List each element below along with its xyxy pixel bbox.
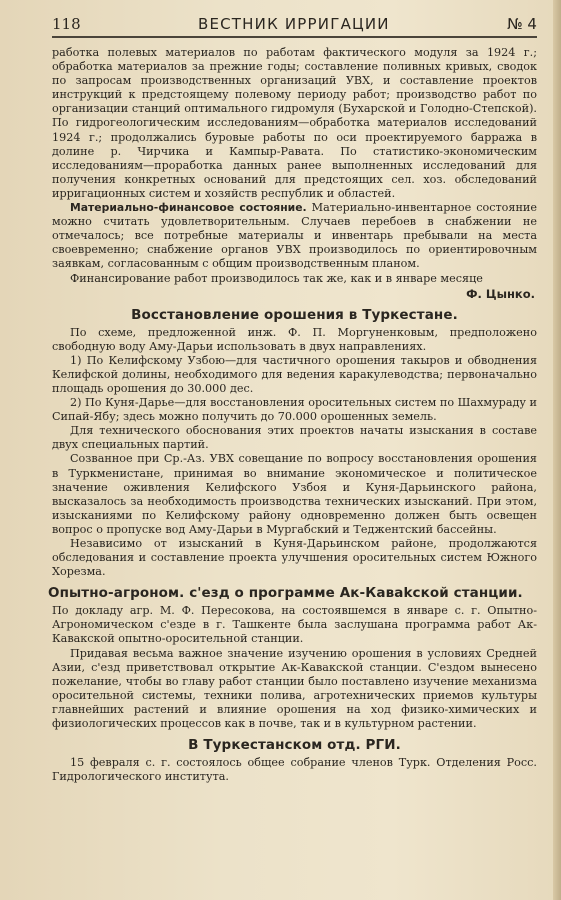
author-signature: Ф. Цынко. (466, 286, 535, 301)
congress-p1: По докладу агр. М. Ф. Пересокова, на состоявшемся в январе с. г. Опытно-Агрономическом с'езде в г. Ташкенте была заслушана программа работ Ак-Кавакской опытно-оросительной станции. (52, 604, 537, 646)
article-body (48, 38, 537, 784)
material-lead: Материально-финансовое состояние. (70, 201, 307, 215)
journal-title: ВЕСТНИК ИРРИГАЦИИ (197, 15, 390, 33)
page-header (52, 0, 537, 38)
section-heading-congress: Опытно-агроном. с'езд о программе Ак-Каваkской станции. (48, 585, 523, 602)
page-edge (553, 0, 561, 900)
restoration-p6: Независимо от изысканий в Куня-Дарьинском районе, продолжаются обследования и составление проекта улучшения оросительных систем Южного Хорезма. (52, 537, 537, 579)
continued-paragraph: работка полевых материалов по работам фактического модуля за 1924 г.; обработка материалов за прежние годы; составление поливных кривых, сводок по запросам производственных организаций УВХ, и составление проектов инструкций к предстоящему полевому периоду работ; производство работ по организации станций оптимального гидромуля (Бухарской и Голодно-Степской). По гидрогеологическим исследованиям—обработка материалов исследований 1924 г.; продолжались буровые работы по оси проектируемого барража в долине р. Чирчика и Кампыр-Равата. По статистико-экономическим исследованиям—проработка данных ранее выполненных исследований для получения конкретных оснований для предстоящих сел. хоз. обследований ирригационных систем и хозяйств республик и областей. (52, 46, 537, 200)
material-text: Материально-инвентарное состояние можно считать удовлетворительным. Случаев перебоев в снабжении не отмечалось; все потребные материалы и инвентарь пребывали на места своевременно; снабжение органов УВХ производилось по ориентировочным заявкам, согласованным с общим производственным планом. (52, 201, 537, 271)
page-number: 118 (52, 15, 81, 33)
restoration-p4: Для технического обоснования этих проектов начаты изыскания в составе двух специальных партий. (52, 424, 537, 452)
rgi-p1: 15 февраля с. г. состоялось общее собрание членов Турк. Отделения Росс. Гидрологического института. (52, 756, 537, 784)
restoration-p3: 2) По Куня-Дарье—для восстановления оросительных систем по Шахмураду и Сипай-Ябу; здесь можно получить до 70.000 орошенных земель. (52, 396, 537, 424)
restoration-p2: 1) По Келифскому Узбою—для частичного орошения такыров и обводнения Келифской долины, необходимого для ведения каракулеводства; первоначально площадь орошения до 30.000 дес. (52, 353, 537, 395)
section-heading-rgi: В Туркестанском отд. РГИ. (188, 737, 401, 754)
section-heading-restoration: Восстановление орошения в Туркестане. (131, 306, 458, 323)
restoration-p5: Созванное при Ср.-Аз. УВХ совещание по вопросу восстановления орошения в Туркменистане, принимая во внимание экономическое и политическое значение оживления Келифского Узбоя и Куня-Дарьинского района, высказалось за необходимость производства технических изысканий. При этом, изысканиями по Келифскому району одновременно должен быть освещен вопрос о пропуске вод Аму-Дарьи в Мургабский и Теджентский бассейны. (52, 452, 537, 536)
congress-p2: Придавая весьма важное значение изучению орошения в условиях Средней Азии, с'езд приветствовал открытие Ак-Кавакской станции. С'ездом вынесено пожелание, чтобы во главу работ станции было поставлено изучение механизма оросительной системы, техники полива, агротехнических приемов культуры главнейших растений и влияние орошения на ход физико-химических и физиологических процессов как в почве, так и в культурном растении. (52, 646, 537, 731)
issue-number: № 4 (507, 15, 537, 33)
restoration-p1: По схеме, предложенной инж. Ф. П. Моргуненковым, предположено свободную воду Аму-Дарьи использовать в двух направлениях. (52, 325, 537, 353)
material-paragraph (52, 201, 537, 271)
financing-paragraph: Финансирование работ производилось так же, как и в январе месяце (70, 271, 483, 285)
